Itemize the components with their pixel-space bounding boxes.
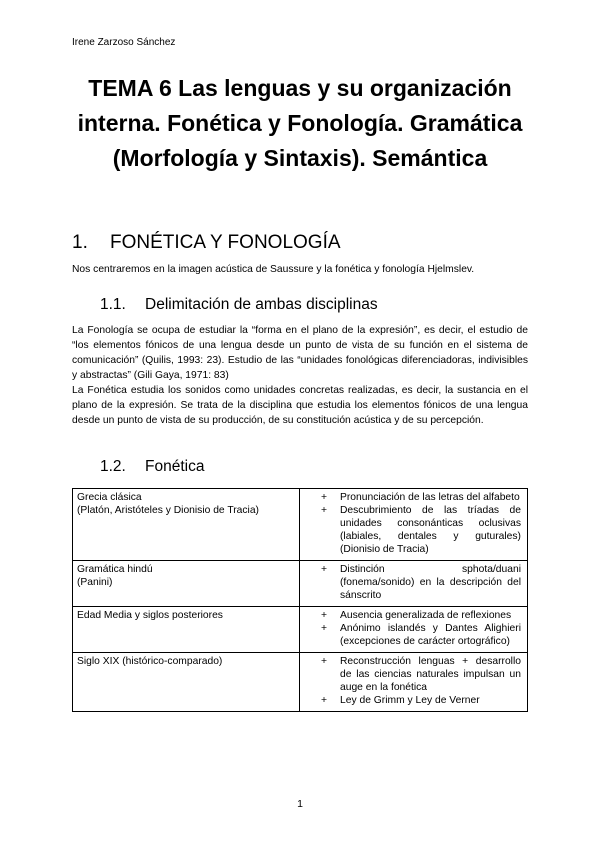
period-cell (73, 607, 300, 653)
list-item (304, 563, 523, 602)
contribution-text: Ley de Grimm y Ley de Verner (340, 695, 480, 706)
page-number: 1 (297, 798, 303, 810)
contributions-cell (300, 653, 528, 712)
contributions-cell (300, 561, 528, 607)
section-1-1-heading (100, 296, 378, 314)
table-row (73, 489, 528, 561)
section-1-1-number: 1.1. (100, 296, 126, 313)
period-cell (73, 653, 300, 712)
list-item (304, 694, 523, 707)
plus-bullet-icon: + (321, 610, 328, 621)
contribution-text: Descubrimiento de las tríadas de unidades consonánticas oclusivas (labiales, dentales y guturales) (Dionisio de Tracia) (340, 505, 521, 555)
section-1-heading (72, 232, 341, 254)
list-item (304, 609, 523, 622)
phonetics-paragraph: La Fonética estudia los sonidos como unidades concretas realizadas, es decir, la sustancia en el plano de la expresión. Se trata de la disciplina que estudia los elementos fónicos de una lengua desde un punto de vista de su producción, de su constitución acústica y de su percepción. (72, 385, 528, 426)
period-cell (73, 561, 300, 607)
period-name: Grecia clásica (77, 492, 142, 503)
list-item (304, 491, 523, 504)
period-authors: (Platón, Aristóteles y Dionisio de Tracia) (77, 505, 259, 516)
page-header-author: Irene Zarzoso Sánchez (72, 37, 176, 48)
section-1-1-body (72, 323, 528, 428)
plus-bullet-icon: + (321, 695, 328, 706)
contributions-cell (300, 489, 528, 561)
list-item (304, 504, 523, 556)
plus-bullet-icon: + (321, 623, 328, 634)
table-row (73, 607, 528, 653)
plus-bullet-icon: + (321, 656, 328, 667)
phonetics-history-table (72, 488, 528, 712)
section-1-number: 1. (72, 232, 88, 253)
section-1-2-heading (100, 458, 204, 476)
table-row (73, 561, 528, 607)
period-cell (73, 489, 300, 561)
section-1-1-title: Delimitación de ambas disciplinas (145, 296, 378, 313)
contribution-text: Distinción sphota/duani (fonema/sonido) en la descripción del sánscrito (340, 564, 521, 601)
section-1-2-number: 1.2. (100, 458, 126, 475)
table-row (73, 653, 528, 712)
contributions-list (304, 655, 523, 707)
period-authors: (Panini) (77, 577, 113, 588)
contributions-list (304, 491, 523, 556)
plus-bullet-icon: + (321, 505, 328, 516)
period-name: Edad Media y siglos posteriores (77, 610, 223, 621)
period-name: Gramática hindú (77, 564, 153, 575)
contribution-text: Pronunciación de las letras del alfabeto (340, 492, 520, 503)
period-name: Siglo XIX (histórico-comparado) (77, 656, 223, 667)
contributions-cell (300, 607, 528, 653)
plus-bullet-icon: + (321, 492, 328, 503)
section-1-title: FONÉTICA Y FONOLOGÍA (110, 232, 341, 253)
phonology-paragraph: La Fonología se ocupa de estudiar la “forma en el plano de la expresión”, es decir, el estudio de “los elementos fónicos de una lengua desde un punto de vista de su función en el sistema de comunicación” (Quilis, 1993: 23). Estudio de las “unidades fonológicas diferenciadoras, indivisibles y abstractas” (Gili Gaya, 1971: 83) (72, 325, 528, 381)
contribution-text: Reconstrucción lenguas + desarrollo de las ciencias naturales impulsan un auge en la fonética (340, 656, 521, 693)
contribution-text: Ausencia generalizada de reflexiones (340, 610, 512, 621)
section-1-intro: Nos centraremos en la imagen acústica de Saussure y la fonética y fonología Hjelmslev. (72, 264, 475, 275)
list-item (304, 655, 523, 694)
section-1-2-title: Fonética (145, 458, 205, 475)
list-item (304, 622, 523, 648)
contribution-text: Anónimo islandés y Dantes Alighieri (excepciones de carácter ortográfico) (340, 623, 521, 647)
contributions-list (304, 609, 523, 648)
contributions-list (304, 563, 523, 602)
plus-bullet-icon: + (321, 564, 328, 575)
page-title: TEMA 6 Las lenguas y su organización interna. Fonética y Fonología. Gramática (Morfología y Sintaxis). Semántica (77, 75, 523, 171)
